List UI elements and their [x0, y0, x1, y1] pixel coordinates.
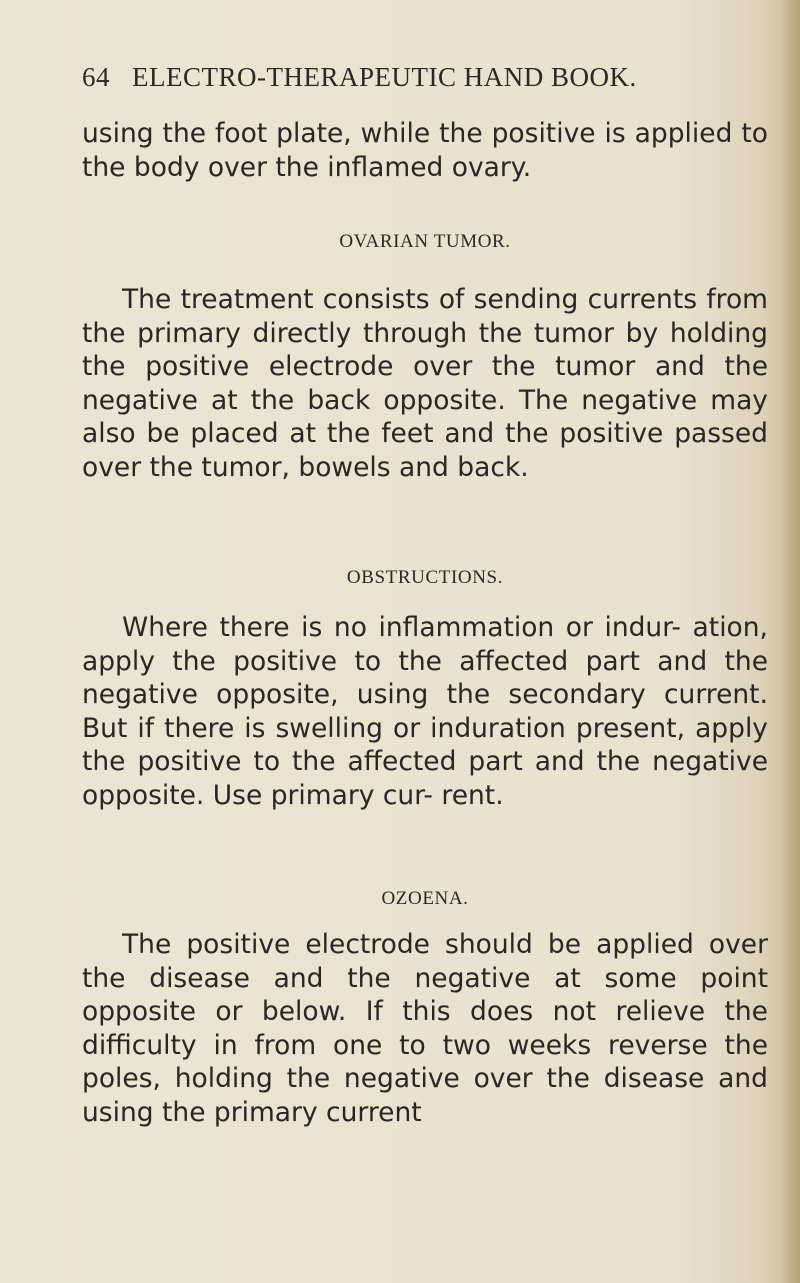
book-title: ELECTRO-THERAPEUTIC HAND BOOK.	[132, 62, 637, 92]
intro-paragraph: using the foot plate, while the positive is applied to the body over the inflamed ovary.	[82, 118, 768, 183]
heading-ozoena: OZOENA.	[381, 888, 469, 909]
obstructions-paragraph: Where there is no inflammation or indur- ation, apply the positive to the affected part and the negative opposite, using the secondary current. But if there is swelling or induration present, apply the positive to the affected part and the negative opposite. Use primary cur- rent.	[82, 612, 768, 811]
heading-obstructions: OBSTRUCTIONS.	[346, 567, 504, 588]
intro-paragraph-block	[82, 117, 768, 184]
page-number: 64	[82, 62, 110, 92]
page-edge-shadow	[782, 0, 800, 1283]
ozoena-block	[82, 928, 768, 1129]
running-head	[82, 62, 722, 93]
obstructions-block	[82, 611, 768, 812]
ozoena-paragraph: The positive electrode should be applied over the disease and the negative at some point opposite or below. If this does not relieve the difficulty in from one to two weeks reverse the poles, holding the negative over the disease and using the primary current	[82, 929, 768, 1128]
heading-ovarian-tumor: OVARIAN TUMOR.	[339, 231, 511, 252]
ovarian-tumor-paragraph: The treatment consists of sending currents from the primary directly through the tumor by holding the positive electrode over the tumor and the negative at the back opposite. The negative may also be placed at the feet and the positive passed over the tumor, bowels and back.	[82, 284, 768, 483]
ovarian-tumor-block	[82, 283, 768, 484]
